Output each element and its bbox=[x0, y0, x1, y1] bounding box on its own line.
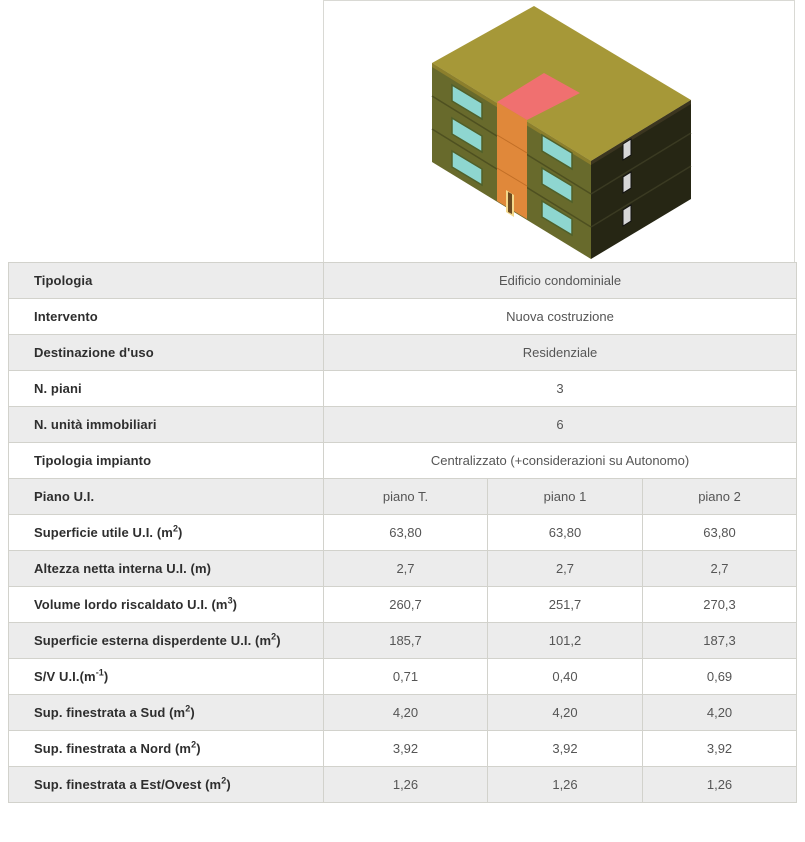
row-label: Sup. finestrata a Sud $(m^2)$ bbox=[9, 695, 324, 731]
table-row bbox=[9, 587, 797, 623]
table-row bbox=[9, 695, 797, 731]
floor-header-row bbox=[9, 479, 797, 515]
row-value: 63,80 bbox=[324, 515, 488, 551]
row-value: 3,92 bbox=[324, 731, 488, 767]
row-label: Tipologia bbox=[9, 263, 324, 299]
table-row bbox=[9, 623, 797, 659]
row-label: Intervento bbox=[9, 299, 324, 335]
row-value: 2,7 bbox=[643, 551, 797, 587]
building-image-cell bbox=[323, 0, 795, 262]
row-value: 187,3 bbox=[643, 623, 797, 659]
row-value: 3 bbox=[324, 371, 797, 407]
table-row bbox=[9, 551, 797, 587]
table-row bbox=[9, 731, 797, 767]
row-value: 260,7 bbox=[324, 587, 488, 623]
row-label: N. unità immobiliari bbox=[9, 407, 324, 443]
row-value: 0,40 bbox=[488, 659, 643, 695]
row-value: 251,7 bbox=[488, 587, 643, 623]
row-label: Superficie esterna disperdente U.I. $(m^2)$ bbox=[9, 623, 324, 659]
row-label: S/V $U.I.(m^{-1})$ bbox=[9, 659, 324, 695]
row-value: 63,80 bbox=[488, 515, 643, 551]
row-value: 185,7 bbox=[324, 623, 488, 659]
table-row bbox=[9, 335, 797, 371]
row-label: Destinazione d'uso bbox=[9, 335, 324, 371]
row-value: 270,3 bbox=[643, 587, 797, 623]
table-row bbox=[9, 767, 797, 803]
row-value: Edificio condominiale bbox=[324, 263, 797, 299]
floor-header-cell: piano 1 bbox=[488, 479, 643, 515]
row-value: 1,26 bbox=[488, 767, 643, 803]
row-value: 3,92 bbox=[643, 731, 797, 767]
row-value: 101,2 bbox=[488, 623, 643, 659]
row-value: 63,80 bbox=[643, 515, 797, 551]
row-value: 1,26 bbox=[324, 767, 488, 803]
row-label: Piano U.I. bbox=[9, 479, 324, 515]
table-row bbox=[9, 659, 797, 695]
table-row bbox=[9, 299, 797, 335]
row-label: N. piani bbox=[9, 371, 324, 407]
row-value: 4,20 bbox=[643, 695, 797, 731]
row-label: Sup. finestrata a Est/Ovest $(m^2)$ bbox=[9, 767, 324, 803]
table-row bbox=[9, 371, 797, 407]
row-label: Volume lordo riscaldato U.I. $(m^3)$ bbox=[9, 587, 324, 623]
row-value: 1,26 bbox=[643, 767, 797, 803]
row-value: 4,20 bbox=[488, 695, 643, 731]
row-value: 3,92 bbox=[488, 731, 643, 767]
building-spec-table bbox=[8, 262, 797, 803]
row-value: 2,7 bbox=[324, 551, 488, 587]
row-label: Superficie utile U.I. $(m^2)$ bbox=[9, 515, 324, 551]
row-value: 6 bbox=[324, 407, 797, 443]
row-label: Sup. finestrata a Nord $(m^2)$ bbox=[9, 731, 324, 767]
row-label: Altezza netta interna U.I. (m) bbox=[9, 551, 324, 587]
row-value: Nuova costruzione bbox=[324, 299, 797, 335]
row-value: 4,20 bbox=[324, 695, 488, 731]
row-value: Residenziale bbox=[324, 335, 797, 371]
floor-header-cell: piano T. bbox=[324, 479, 488, 515]
row-label: Tipologia impianto bbox=[9, 443, 324, 479]
row-value: 0,71 bbox=[324, 659, 488, 695]
row-value: 2,7 bbox=[488, 551, 643, 587]
floor-header-cell: piano 2 bbox=[643, 479, 797, 515]
table-row bbox=[9, 407, 797, 443]
building-illustration bbox=[324, 1, 794, 263]
table-row bbox=[9, 515, 797, 551]
row-value: 0,69 bbox=[643, 659, 797, 695]
table-row bbox=[9, 263, 797, 299]
row-value: Centralizzato (+considerazioni su Autonomo) bbox=[324, 443, 797, 479]
table-row bbox=[9, 443, 797, 479]
